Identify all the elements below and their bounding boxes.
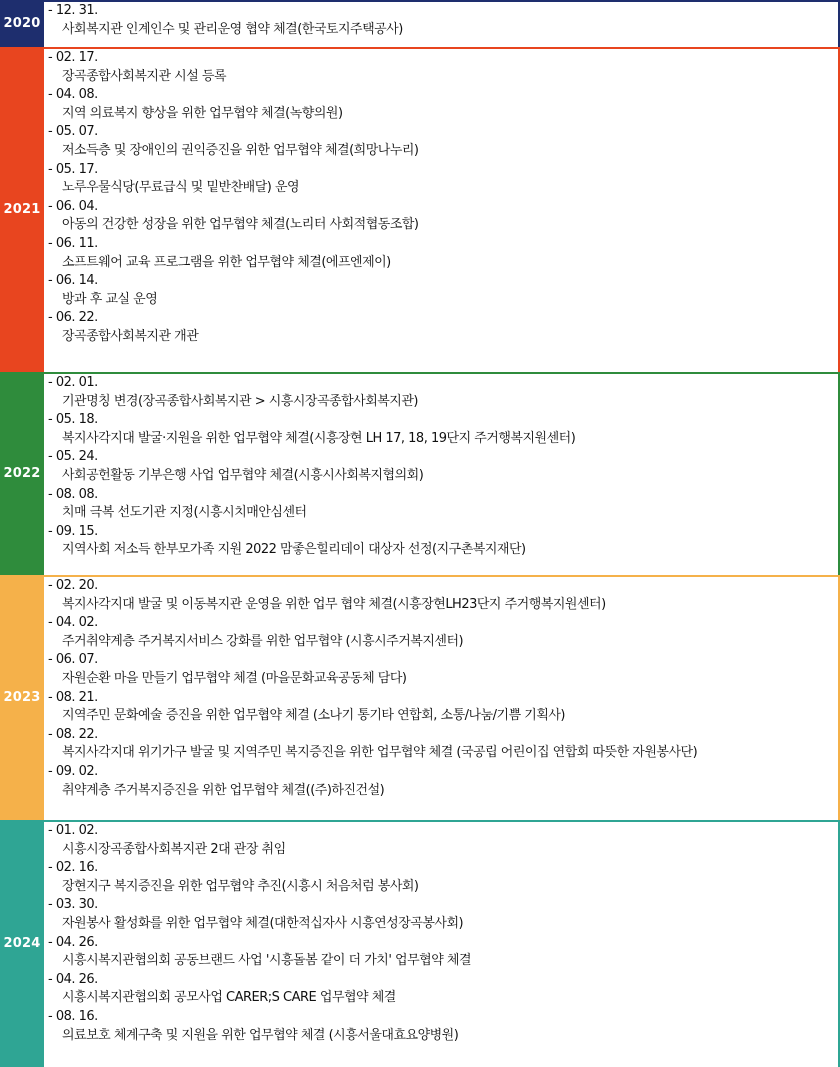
- entry-date: - 06. 11.: [48, 235, 98, 251]
- entry-description: 복지사각지대 위기가구 발굴 및 지역주민 복지증진을 위한 업무협약 체결 (국공립 어린이집 연합회 따뜻한 자원봉사단): [62, 745, 698, 761]
- entry-description: 자원봉사 활성화를 위한 업무협약 체결(대한적십자사 시흥연성장곡봉사회): [62, 915, 464, 931]
- entry-description: 노루우물식당(무료급식 및 밑반찬배달) 운영: [62, 180, 300, 196]
- timeline-entry: [48, 123, 838, 160]
- year-section: [0, 0, 840, 47]
- timeline-entry: [48, 411, 838, 448]
- entry-date: - 05. 17.: [48, 161, 98, 177]
- entry-description: 취약계층 주거복지증진을 위한 업무협약 체결((주)하진건설): [62, 782, 385, 798]
- entry-list: [44, 372, 840, 575]
- entry-date: - 02. 16.: [48, 860, 98, 876]
- timeline-entry: [48, 309, 838, 346]
- entry-list: [44, 47, 840, 372]
- entry-date: - 06. 04.: [48, 198, 98, 214]
- timeline-entry: [48, 896, 838, 933]
- entry-date: - 01. 02.: [48, 823, 98, 838]
- entry-date: - 08. 21.: [48, 689, 98, 705]
- year-label: 2023: [0, 575, 44, 820]
- entry-description: 사회공헌활동 기부은행 사업 업무협약 체결(시흥시사회복지협의회): [62, 467, 424, 483]
- entry-date: - 03. 30.: [48, 897, 98, 913]
- timeline-entry: [48, 2, 838, 39]
- entry-date: - 08. 16.: [48, 1008, 98, 1024]
- entry-list: [44, 575, 840, 820]
- entry-date: - 08. 08.: [48, 486, 98, 502]
- entry-date: - 06. 14.: [48, 273, 98, 289]
- entry-description: 장곡종합사회복지관 시설 등록: [62, 68, 227, 84]
- timeline-entry: [48, 86, 838, 123]
- timeline-entry: [48, 235, 838, 272]
- timeline-entry: [48, 971, 838, 1008]
- timeline-entry: [48, 374, 838, 411]
- year-label: 2020: [0, 0, 44, 47]
- entry-date: - 05. 18.: [48, 412, 98, 428]
- entry-date: - 02. 17.: [48, 50, 98, 65]
- entry-date: - 06. 22.: [48, 310, 98, 326]
- year-section: [0, 575, 840, 820]
- timeline-entry: [48, 614, 838, 651]
- entry-description: 기관명칭 변경(장곡종합사회복지관 > 시흥시장곡종합사회복지관): [62, 393, 418, 409]
- timeline-entry: [48, 859, 838, 896]
- timeline-entry: [48, 523, 838, 560]
- year-section: [0, 820, 840, 1067]
- entry-description: 장곡종합사회복지관 개관: [62, 328, 199, 344]
- timeline-entry: [48, 198, 838, 235]
- entry-date: - 04. 02.: [48, 615, 98, 631]
- entry-description: 지역 의료복지 향상을 위한 업무협약 체결(녹향의원): [62, 105, 343, 121]
- entry-description: 저소득층 및 장애인의 권익증진을 위한 업무협약 체결(희망나누리): [62, 142, 419, 158]
- year-section: [0, 372, 840, 575]
- entry-date: - 02. 01.: [48, 375, 98, 390]
- entry-date: - 04. 26.: [48, 934, 98, 950]
- timeline-entry: [48, 448, 838, 485]
- timeline-entry: [48, 161, 838, 198]
- year-label: 2021: [0, 47, 44, 372]
- entry-description: 아동의 건강한 성장을 위한 업무협약 체결(노리터 사회적협동조합): [62, 217, 419, 233]
- entry-date: - 05. 24.: [48, 449, 98, 465]
- entry-description: 장현지구 복지증진을 위한 업무협약 추진(시흥시 처음처럼 봉사회): [62, 878, 419, 894]
- timeline-entry: [48, 272, 838, 309]
- entry-description: 복지사각지대 발굴·지원을 위한 업무협약 체결(시흥장현 LH 17, 18, 19단지 주거행복지원센터): [62, 430, 576, 446]
- entry-date: - 04. 08.: [48, 87, 98, 103]
- entry-description: 사회복지관 인계인수 및 관리운영 협약 체결(한국토지주택공사): [62, 21, 403, 37]
- entry-date: - 09. 15.: [48, 523, 98, 539]
- year-section: [0, 47, 840, 372]
- entry-description: 시흥시장곡종합사회복지관 2대 관장 취임: [62, 841, 286, 857]
- timeline-entry: [48, 763, 838, 800]
- timeline-entry: [48, 726, 838, 763]
- entry-description: 자원순환 마을 만들기 업무협약 체결 (마을문화교육공동체 담다): [62, 670, 407, 686]
- entry-date: - 12. 31.: [48, 3, 98, 18]
- entry-date: - 06. 07.: [48, 652, 98, 668]
- entry-description: 주거취약계층 주거복지서비스 강화를 위한 업무협약 (시흥시주거복지센터): [62, 633, 464, 649]
- year-label: 2022: [0, 372, 44, 575]
- timeline-entry: [48, 822, 838, 859]
- entry-description: 시흥시복지관협의회 공모사업 CARER;S CARE 업무협약 체결: [62, 990, 396, 1006]
- entry-date: - 09. 02.: [48, 763, 98, 779]
- entry-description: 지역사회 저소득 한부모가족 지원 2022 맘좋은힐리데이 대상자 선정(지구촌복지재단): [62, 542, 526, 558]
- year-label: 2024: [0, 820, 44, 1067]
- entry-description: 지역주민 문화예술 증진을 위한 업무협약 체결 (소나기 통기타 연합회, 소통/나눔/기쁨 기획사): [62, 708, 566, 724]
- timeline-entry: [48, 486, 838, 523]
- entry-description: 의료보호 체계구축 및 지원을 위한 업무협약 체결 (시흥서울대효요양병원): [62, 1027, 459, 1043]
- entry-description: 치매 극복 선도기관 지정(시흥시치매안심센터: [62, 505, 307, 521]
- entry-description: 방과 후 교실 운영: [62, 291, 158, 307]
- timeline-entry: [48, 689, 838, 726]
- entry-list: [44, 820, 840, 1067]
- entry-list: [44, 0, 840, 47]
- timeline-entry: [48, 577, 838, 614]
- entry-date: - 05. 07.: [48, 124, 98, 140]
- entry-date: - 04. 26.: [48, 971, 98, 987]
- entry-description: 소프트웨어 교육 프로그램을 위한 업무협약 체결(에프엔제이): [62, 254, 391, 270]
- entry-date: - 08. 22.: [48, 726, 98, 742]
- entry-description: 복지사각지대 발굴 및 이동복지관 운영을 위한 업무 협약 체결(시흥장현LH23단지 주거행복지원센터): [62, 596, 606, 612]
- entry-date: - 02. 20.: [48, 578, 98, 593]
- timeline-entry: [48, 934, 838, 971]
- entry-description: 시흥시복지관협의회 공동브랜드 사업 '시흥돌봄 같이 더 가치' 업무협약 체결: [62, 953, 472, 969]
- timeline-entry: [48, 1008, 838, 1045]
- timeline-entry: [48, 651, 838, 688]
- timeline-entry: [48, 49, 838, 86]
